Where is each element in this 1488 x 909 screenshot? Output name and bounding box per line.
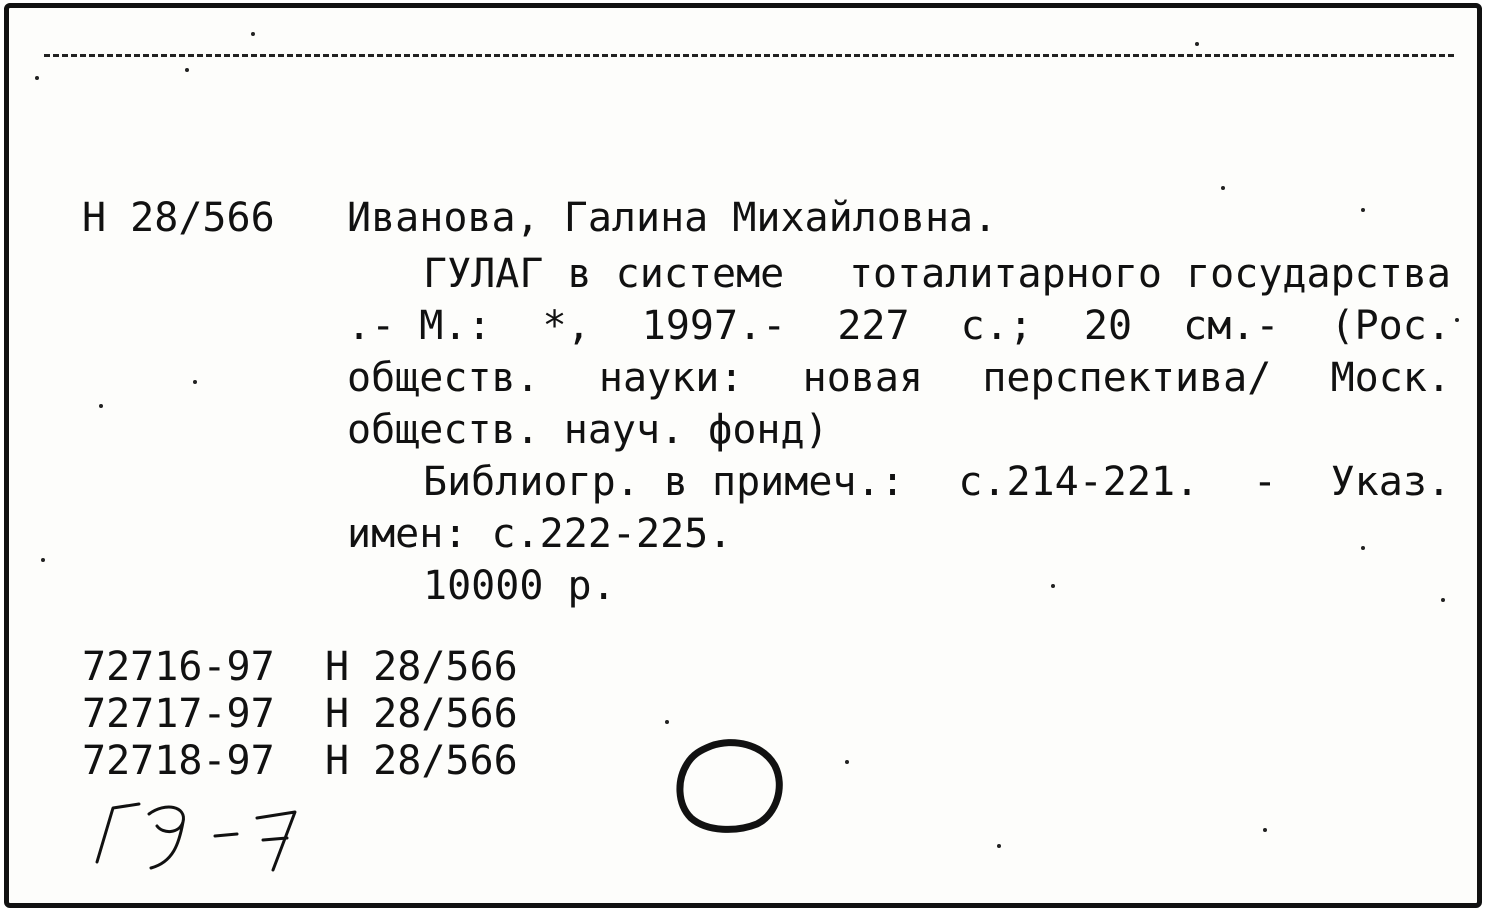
- imprint-part: 20: [1083, 303, 1133, 349]
- series-part: науки:: [598, 355, 744, 401]
- catalog-card: [4, 3, 1482, 908]
- speck: [1361, 208, 1365, 212]
- speck: [1263, 828, 1267, 832]
- price-line: [347, 560, 1451, 612]
- top-dashed-rule: [44, 54, 1454, 57]
- note-part: -: [1252, 459, 1277, 505]
- inventory-row: [82, 738, 518, 784]
- series-line: [347, 352, 1451, 404]
- inventory-number: 72717-97: [82, 691, 275, 737]
- speck: [845, 760, 849, 764]
- punch-hole: [671, 736, 787, 836]
- imprint-part: см.-: [1183, 303, 1280, 349]
- author-heading: Иванова, Галина Михайловна.: [347, 195, 998, 241]
- speck: [1051, 584, 1055, 588]
- inventory-number: 72718-97: [82, 738, 275, 784]
- notes-line-2: [347, 508, 1451, 560]
- speck: [41, 558, 45, 562]
- inventory-number: 72716-97: [82, 644, 275, 690]
- speck: [997, 844, 1001, 848]
- series-part: перспектива/: [982, 355, 1272, 401]
- imprint-part: 1997.-: [641, 303, 787, 349]
- handwritten-note: [87, 800, 347, 880]
- call-number: Н 28/566: [82, 195, 275, 241]
- notes-line-1: [347, 456, 1451, 508]
- imprint-part: 227: [837, 303, 910, 349]
- note-part: с.214-221.: [958, 459, 1200, 505]
- imprint-part: .- М.:: [347, 303, 492, 349]
- series-part: Моск.: [1330, 355, 1451, 401]
- speck: [251, 32, 255, 36]
- speck: [1361, 546, 1365, 550]
- speck: [35, 76, 39, 80]
- speck: [193, 380, 197, 384]
- bibliographic-description: [347, 248, 1451, 612]
- inventory-shelf: Н 28/566: [325, 644, 518, 690]
- imprint-part: (Рос.: [1330, 303, 1451, 349]
- speck: [1221, 186, 1225, 190]
- inventory-shelf: Н 28/566: [325, 738, 518, 784]
- speck: [1455, 318, 1459, 322]
- inventory-row: [82, 691, 518, 737]
- imprint-part: *,: [542, 303, 591, 349]
- speck: [665, 720, 669, 724]
- note-part: Указ.: [1330, 459, 1451, 505]
- series-end: обществ. науч. фонд): [347, 407, 829, 453]
- inventory-row: [82, 644, 518, 690]
- speck: [1195, 42, 1199, 46]
- series-part: новая: [802, 355, 924, 401]
- inventory-shelf: Н 28/566: [325, 691, 518, 737]
- title-part: тоталитарного государства: [848, 251, 1451, 297]
- speck: [185, 68, 189, 72]
- title-line-1: [347, 248, 1451, 300]
- title-part: ГУЛАГ в системе: [423, 251, 785, 297]
- series-part: обществ.: [347, 355, 540, 401]
- note-part: Библиогр. в примеч.:: [423, 459, 905, 505]
- series-line-end: [347, 404, 1451, 456]
- speck: [99, 404, 103, 408]
- price: 10000 р.: [423, 563, 616, 609]
- speck: [1441, 598, 1445, 602]
- imprint-line: [347, 300, 1451, 352]
- imprint-part: с.;: [960, 303, 1033, 349]
- note-end: имен: с.222-225.: [347, 511, 733, 557]
